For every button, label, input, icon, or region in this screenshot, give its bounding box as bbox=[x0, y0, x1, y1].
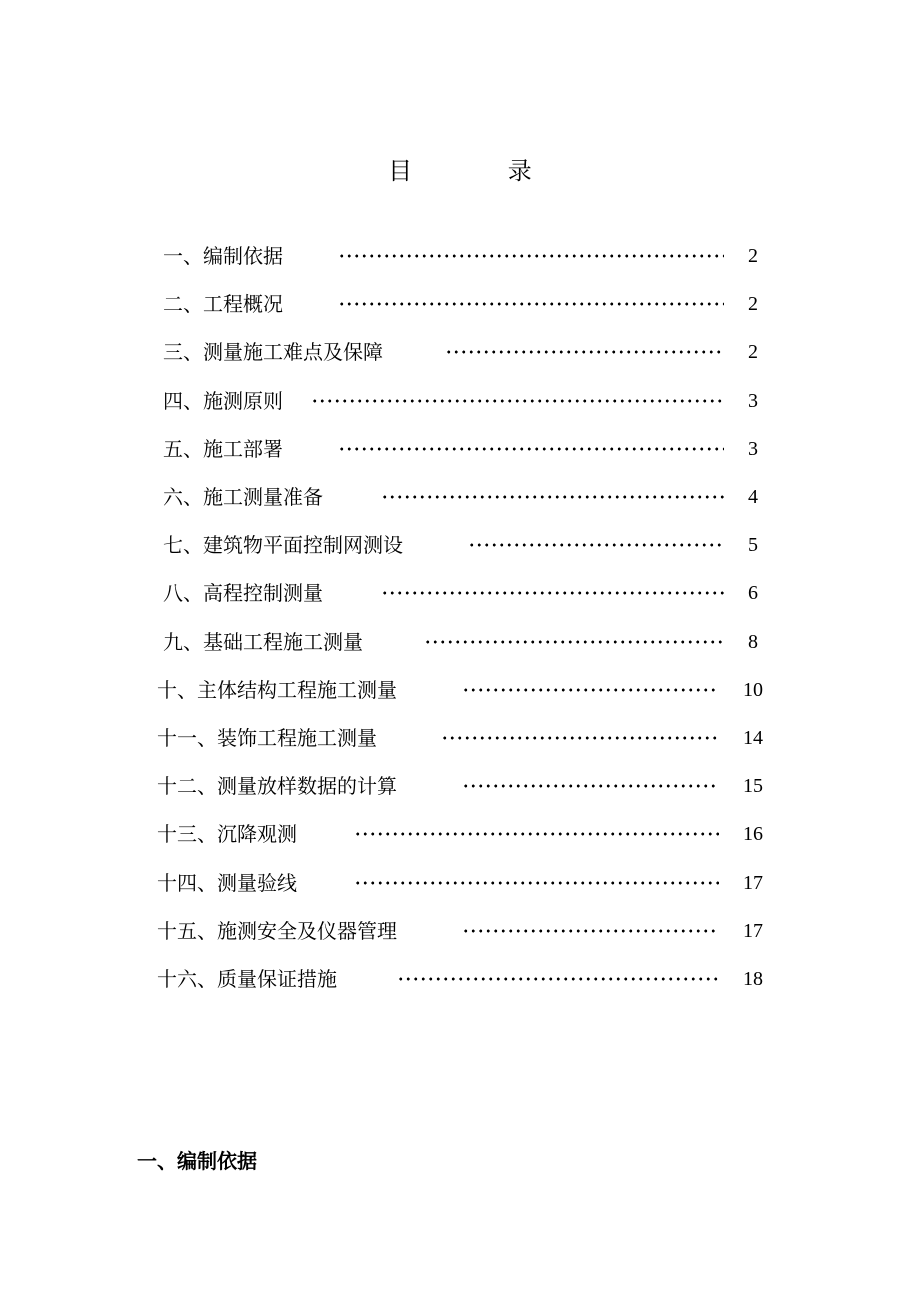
toc-entry-label: 三、测量施工难点及保障 bbox=[163, 340, 383, 365]
toc-entry[interactable] bbox=[0, 818, 920, 850]
toc-entry[interactable] bbox=[0, 240, 920, 272]
toc-entry-label: 七、建筑物平面控制网测设 bbox=[163, 533, 403, 558]
toc-entry-label: 十四、测量验线 bbox=[157, 870, 297, 895]
toc-entry-leader bbox=[381, 481, 724, 513]
toc-entry-leader bbox=[397, 963, 719, 995]
toc-entry[interactable] bbox=[0, 674, 920, 706]
toc-entry[interactable] bbox=[0, 288, 920, 320]
toc-entry[interactable] bbox=[0, 577, 920, 609]
toc-entry-page: 15 bbox=[743, 775, 763, 798]
toc-entry-label: 十、主体结构工程施工测量 bbox=[157, 677, 397, 702]
toc-entry-leader bbox=[338, 433, 724, 465]
toc-entry-label: 六、施工测量准备 bbox=[163, 485, 323, 509]
toc-entry-page: 2 bbox=[748, 293, 758, 316]
toc-entry-leader bbox=[462, 674, 719, 706]
toc-entry[interactable] bbox=[0, 481, 920, 513]
toc-entry-page: 2 bbox=[748, 341, 758, 364]
toc-entry-leader bbox=[311, 385, 724, 417]
toc-entry-page: 14 bbox=[743, 727, 763, 749]
toc-entry-label: 十五、施测安全及仪器管理 bbox=[157, 918, 397, 943]
toc-entry[interactable] bbox=[0, 867, 920, 899]
toc-entry-label: 八、高程控制测量 bbox=[163, 581, 323, 606]
toc-entry[interactable] bbox=[0, 722, 920, 754]
toc-entry-label: 一、编制依据 bbox=[163, 244, 283, 268]
toc-entry[interactable] bbox=[0, 915, 920, 947]
toc-entry-leader bbox=[462, 770, 719, 802]
toc-entry-label: 九、基础工程施工测量 bbox=[163, 629, 363, 654]
toc-entry-leader bbox=[354, 867, 719, 899]
toc-entry-label: 四、施测原则 bbox=[163, 388, 283, 413]
toc-entry[interactable] bbox=[0, 770, 920, 802]
toc-entry-page: 18 bbox=[743, 968, 763, 990]
toc-entry[interactable] bbox=[0, 626, 920, 658]
toc-entry-page: 3 bbox=[748, 389, 758, 412]
toc-entry-page: 6 bbox=[748, 582, 758, 605]
toc-entry-page: 10 bbox=[743, 678, 763, 701]
toc-entry-page: 2 bbox=[748, 245, 758, 267]
toc-entry-label: 五、施工部署 bbox=[163, 436, 283, 461]
toc-entry-page: 16 bbox=[743, 823, 763, 846]
toc-entry-page: 3 bbox=[748, 437, 758, 460]
toc-entry-page: 5 bbox=[748, 534, 758, 557]
section-heading: 一、编制依据 bbox=[137, 1149, 257, 1173]
toc-entry-page: 17 bbox=[743, 871, 763, 894]
toc-entry[interactable] bbox=[0, 963, 920, 995]
toc-entry-leader bbox=[381, 577, 724, 609]
toc-entry[interactable] bbox=[0, 336, 920, 368]
toc-entry-leader bbox=[338, 240, 724, 272]
toc-entry-page: 4 bbox=[748, 486, 758, 508]
toc-entry-leader bbox=[441, 722, 719, 754]
toc-entry-leader bbox=[338, 288, 724, 320]
toc-entry-label: 二、工程概况 bbox=[163, 292, 283, 317]
toc-entry[interactable] bbox=[0, 433, 920, 465]
toc-entry-label: 十一、装饰工程施工测量 bbox=[157, 726, 377, 750]
toc-entry[interactable] bbox=[0, 529, 920, 561]
toc-entry-label: 十二、测量放样数据的计算 bbox=[157, 774, 397, 799]
toc-entry-leader bbox=[468, 529, 724, 561]
toc-entry-leader bbox=[354, 818, 719, 850]
toc-entry-page: 17 bbox=[743, 919, 763, 942]
toc-entry-leader bbox=[445, 336, 724, 368]
toc-entry-leader bbox=[424, 626, 724, 658]
toc-entry-leader bbox=[462, 915, 719, 947]
toc-entry-page: 8 bbox=[748, 630, 758, 653]
toc-entry-label: 十六、质量保证措施 bbox=[157, 967, 337, 991]
toc-title: 目 录 bbox=[388, 157, 576, 185]
toc-entry[interactable] bbox=[0, 385, 920, 417]
toc-entry-label: 十三、沉降观测 bbox=[157, 822, 297, 847]
